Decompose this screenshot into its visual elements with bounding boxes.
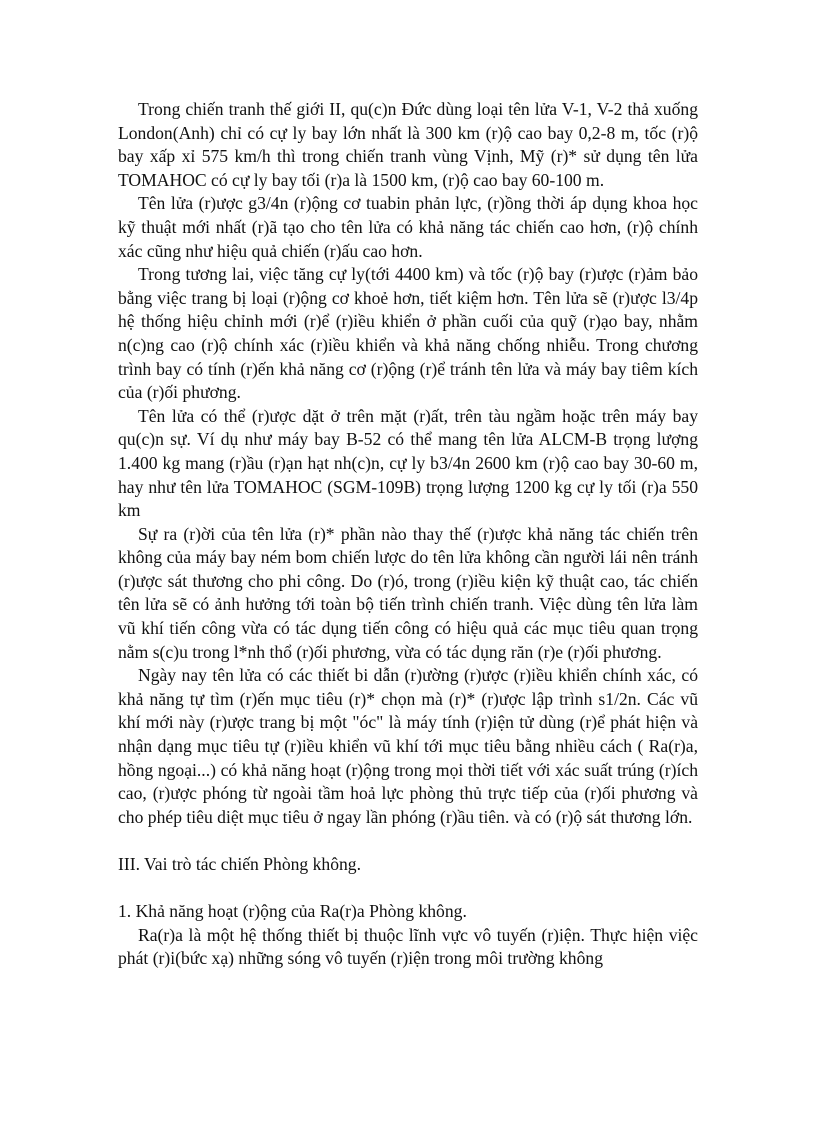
- paragraph-turbojet-engine: Tên lửa (r)ược g3/4n (r)ộng cơ tuabin phản lực, (r)ồng thời áp dụng khoa học kỹ thuật mới nhất (r)ã tạo cho tên lửa có khả năng tác chiến cao hơn, (r)ộ chính xác cũng như hiệu quả chiến (r)ấu cao hơn.: [118, 193, 698, 261]
- paragraph-strategic-impact: Sự ra (r)ời của tên lửa (r)* phần nào thay thế (r)ược khả năng tác chiến trên không của máy bay ném bom chiến lược do tên lửa không cần người lái nên tránh (r)ược sát thương cho phi công. Do (r)ó, trong (r)iều kiện kỹ thuật cao, tác chiến tên lửa sẽ có ảnh hưởng tới toàn bộ tiến trình chiến tranh. Việc dùng tên lửa làm vũ khí tiến công vừa có tác dụng tiến công có hiệu quả các mục tiêu quan trọng nằm s(c)u trong l*nh thổ (r)ối phương, vừa có tác dụng răn (r)e (r)ối phương.: [118, 523, 698, 662]
- document-page: [118, 98, 698, 971]
- blank-line: [118, 877, 698, 901]
- paragraph-radar-definition: Ra(r)a là một hệ thống thiết bị thuộc lĩnh vực vô tuyến (r)iện. Thực hiện việc phát (r)i(bức xạ) những sóng vô tuyến (r)iện trong môi trường không: [118, 924, 698, 969]
- blank-line: [118, 829, 698, 853]
- paragraph-guidance-systems: Ngày nay tên lửa có các thiết bi dẫn (r)ường (r)ược (r)iều khiển chính xác, có khả năng tự tìm (r)ến mục tiêu (r)* chọn mà (r)* (r)ược lập trình s1/2n. Các vũ khí mới này (r)ược trang bị một "óc" là máy tính (r)iện tử dùng (r)ể phát hiện và nhận dạng mục tiêu tự (r)iều khiển vũ khí tới mục tiêu bằng nhiều cách ( Ra(r)a, hồng ngoại...) có khả năng hoạt (r)ộng trong mọi thời tiết với xác suất trúng (r)ích cao, (r)ược phóng từ ngoài tầm hoả lực phòng thủ trực tiếp của (r)ối phương và cho phép tiêu diệt mục tiêu ở ngay lần phóng (r)ầu tiên. và có (r)ộ sát thương lớn.: [118, 665, 698, 827]
- subsection-heading: 1. Khả năng hoạt (r)ộng của Ra(r)a Phòng không.: [118, 901, 467, 922]
- paragraph-future-range: Trong tương lai, việc tăng cự ly(tới 4400 km) và tốc (r)ộ bay (r)ược (r)ảm bảo bằng việc trang bị loại (r)ộng cơ khoẻ hơn, tiết kiệm hơn. Tên lửa sẽ (r)ược l3/4p hệ thống hiệu chỉnh mới (r)ể (r)iều khiển ở phần cuối của quỹ (r)ạo bay, nhằm n(c)ng cao (r)ộ chính xác (r)iều khiển và khả năng chống nhiễu. Trong chương trình bay có tính (r)ến khả năng cơ (r)ộng (r)ể tránh tên lửa và máy bay tiêm kích của (r)ối phương.: [118, 264, 698, 403]
- paragraph-launch-platforms: Tên lửa có thể (r)ược dặt ở trên mặt (r)ất, trên tàu ngầm hoặc trên máy bay qu(c)n sự. Ví dụ như máy bay B-52 có thể mang tên lửa ALCM-B trọng lượng 1.400 kg mang (r)ầu (r)ạn hạt nh(c)n, cự ly b3/4n 2600 km (r)ộ cao bay 30-60 m, hay như tên lửa TOMAHOC (SGM-109B) trọng lượng 1200 kg cự ly tối (r)a 550 km: [118, 405, 698, 521]
- paragraph-v1-v2-history: Trong chiến tranh thế giới II, qu(c)n Đức dùng loại tên lửa V-1, V-2 thả xuống London(Anh) chỉ có cự ly bay lớn nhất là 300 km (r)ộ cao bay 0,2-8 m, tốc (r)ộ bay xấp xỉ 575 km/h thì trong chiến tranh vùng Vịnh, Mỹ (r)* sử dụng tên lửa TOMAHOC có cự ly bay tối (r)a là 1500 km, (r)ộ cao bay 60-100 m.: [118, 99, 698, 190]
- section-heading: III. Vai trò tác chiến Phòng không.: [118, 854, 362, 874]
